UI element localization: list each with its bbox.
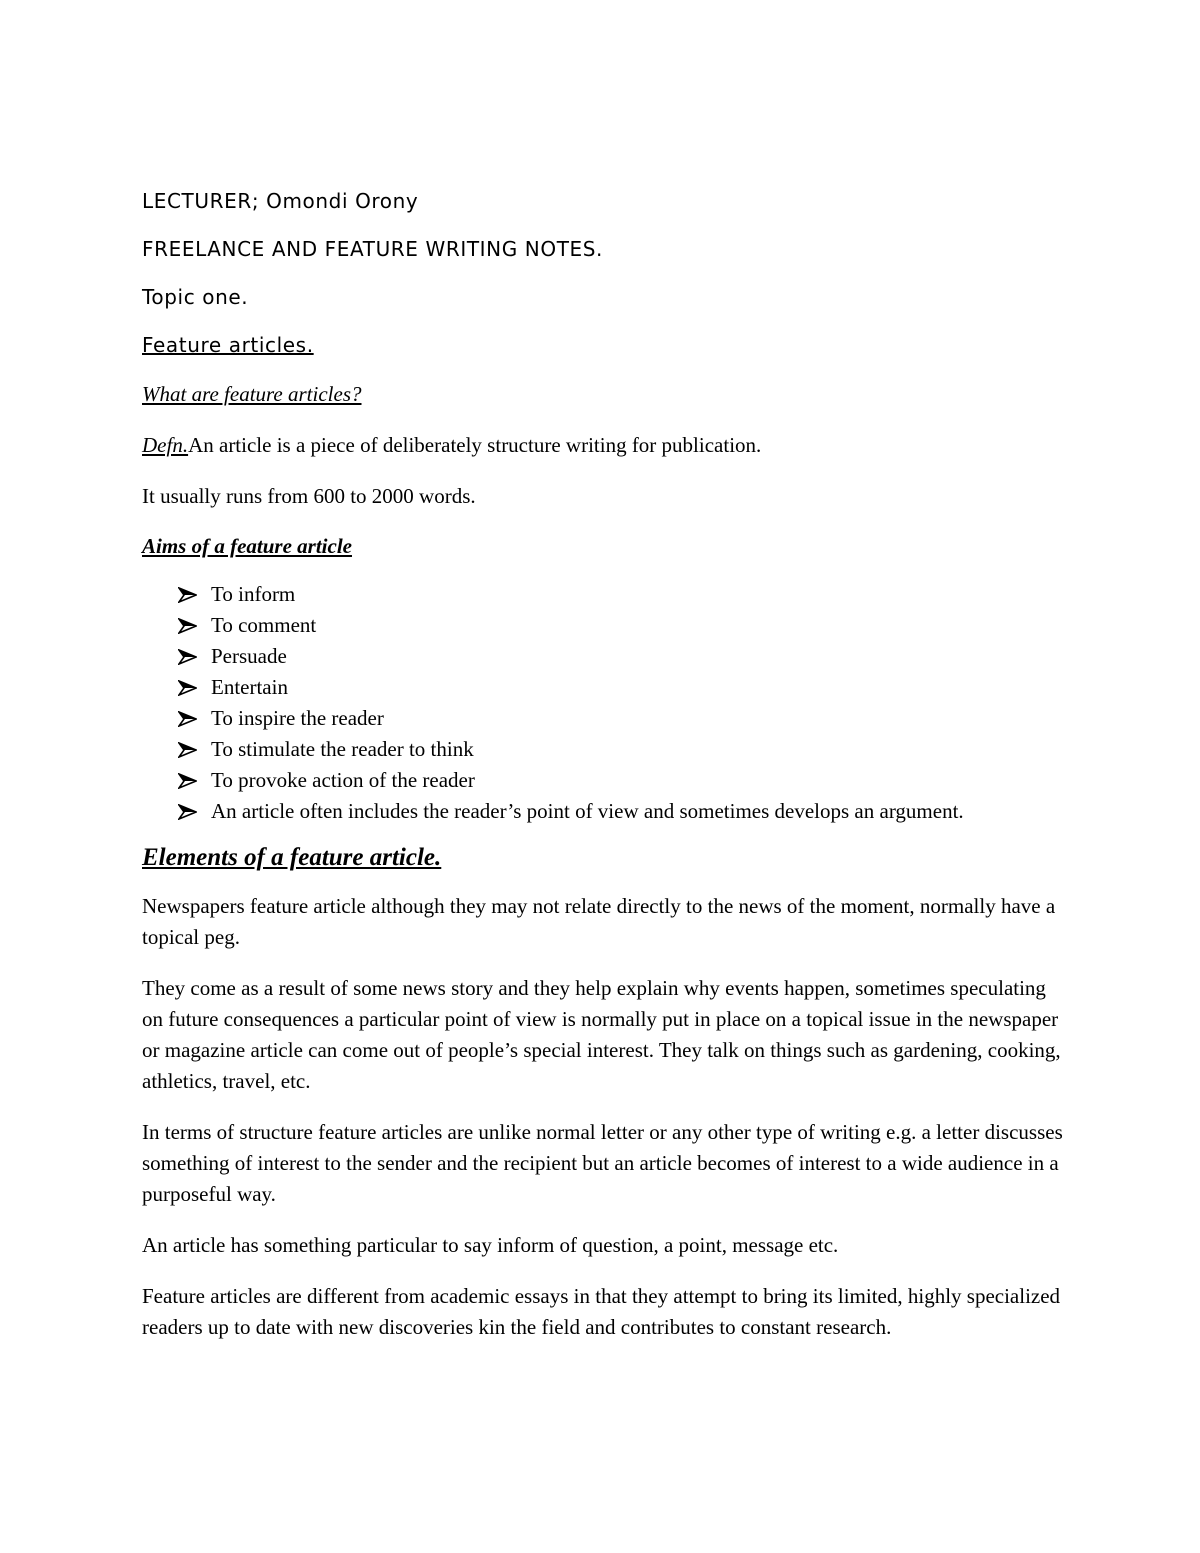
document-body: [142, 186, 1067, 1363]
topic-line: Topic one.: [142, 285, 249, 309]
elements-heading: Elements of a feature article.: [142, 844, 442, 871]
arrowhead-bullet-icon: [178, 579, 198, 610]
list-item: [142, 703, 1067, 734]
definition-label: Defn.: [142, 433, 189, 457]
body-paragraph: In terms of structure feature articles are unlike normal letter or any other type of writing e.g. a letter discusses something of interest to the sender and the recipient but an article becomes of interest to a wide audience in a purposeful way.: [142, 1120, 1063, 1206]
list-item: [142, 796, 1067, 827]
arrowhead-bullet-icon: [178, 765, 198, 796]
list-item: [142, 672, 1067, 703]
question-heading: What are feature articles?: [142, 382, 362, 406]
arrowhead-bullet-icon: [178, 796, 198, 827]
aims-item-text: To inform: [211, 582, 296, 606]
list-item: [142, 765, 1067, 796]
aims-item-text: To inspire the reader: [211, 706, 384, 730]
aims-item-text: Entertain: [211, 675, 288, 699]
body-paragraph: They come as a result of some news story and they help explain why events happen, sometimes speculating on future consequences a particular point of view is normally put in place on a topical issue in the newspaper or magazine article can come out of people’s special interest. They talk on things such as gardening, cooking, athletics, travel, etc.: [142, 976, 1061, 1093]
body-paragraph: Newspapers feature article although they may not relate directly to the news of the moment, normally have a topical peg.: [142, 894, 1056, 949]
aims-item-text: To comment: [211, 613, 317, 637]
body-paragraph: Feature articles are different from academic essays in that they attempt to bring its limited, highly specialized readers up to date with new discoveries kin the field and contributes to constant research.: [142, 1284, 1061, 1339]
arrowhead-bullet-icon: [178, 672, 198, 703]
lecturer-line: LECTURER; Omondi Orony: [142, 189, 419, 213]
arrowhead-bullet-icon: [178, 610, 198, 641]
aims-heading: Aims of a feature article: [142, 534, 352, 558]
definition-paragraph: [142, 430, 1067, 461]
arrowhead-bullet-icon: [178, 703, 198, 734]
body-paragraph: An article has something particular to say inform of question, a point, message etc.: [142, 1233, 839, 1257]
arrowhead-bullet-icon: [178, 641, 198, 672]
aims-item-text: Persuade: [211, 644, 287, 668]
list-item: [142, 734, 1067, 765]
definition-text: An article is a piece of deliberately structure writing for publication.: [188, 433, 762, 457]
aims-item-text: To stimulate the reader to think: [211, 737, 474, 761]
aims-list: [142, 579, 1067, 827]
list-item: [142, 610, 1067, 641]
list-item: [142, 641, 1067, 672]
list-item: [142, 579, 1067, 610]
length-note: It usually runs from 600 to 2000 words.: [142, 484, 476, 508]
aims-item-text: To provoke action of the reader: [211, 768, 475, 792]
section-title: Feature articles.: [142, 333, 314, 357]
aims-item-text: An article often includes the reader’s point of view and sometimes develops an argument.: [211, 799, 964, 823]
course-title: FREELANCE AND FEATURE WRITING NOTES.: [142, 237, 604, 261]
arrowhead-bullet-icon: [178, 734, 198, 765]
